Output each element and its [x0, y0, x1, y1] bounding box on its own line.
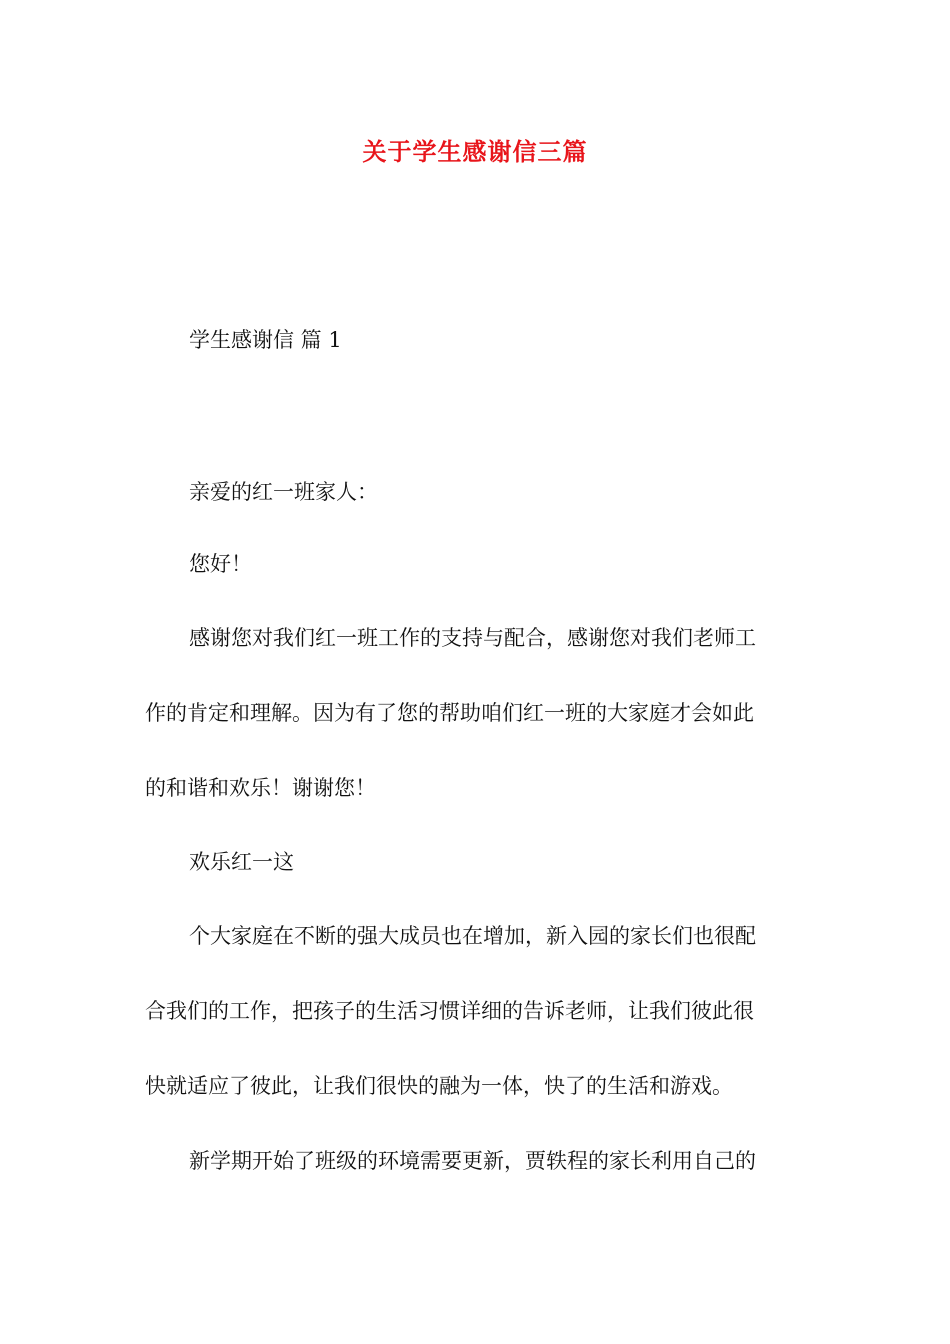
- paragraph-line: 快就适应了彼此，让我们很快的融为一体，快了的生活和游戏。: [145, 1074, 733, 1098]
- section-heading: 学生感谢信 篇 1: [189, 328, 342, 352]
- document-title: 关于学生感谢信三篇: [362, 137, 588, 166]
- paragraph-line: 合我们的工作，把孩子的生活习惯详细的告诉老师，让我们彼此很: [145, 999, 754, 1023]
- paragraph-line: 个大家庭在不断的强大成员也在增加，新入园的家长们也很配: [189, 924, 756, 948]
- paragraph-line: 作的肯定和理解。因为有了您的帮助咱们红一班的大家庭才会如此: [145, 701, 754, 725]
- paragraph-line: 感谢您对我们红一班工作的支持与配合，感谢您对我们老师工: [189, 626, 756, 650]
- paragraph-line: 欢乐红一这: [189, 850, 294, 874]
- greeting: 您好！: [189, 552, 252, 576]
- paragraph-line: 的和谐和欢乐！谢谢您！: [145, 776, 376, 800]
- salutation: 亲爱的红一班家人：: [189, 480, 378, 504]
- paragraph-line: 新学期开始了班级的环境需要更新，贾轶程的家长利用自己的: [189, 1149, 756, 1173]
